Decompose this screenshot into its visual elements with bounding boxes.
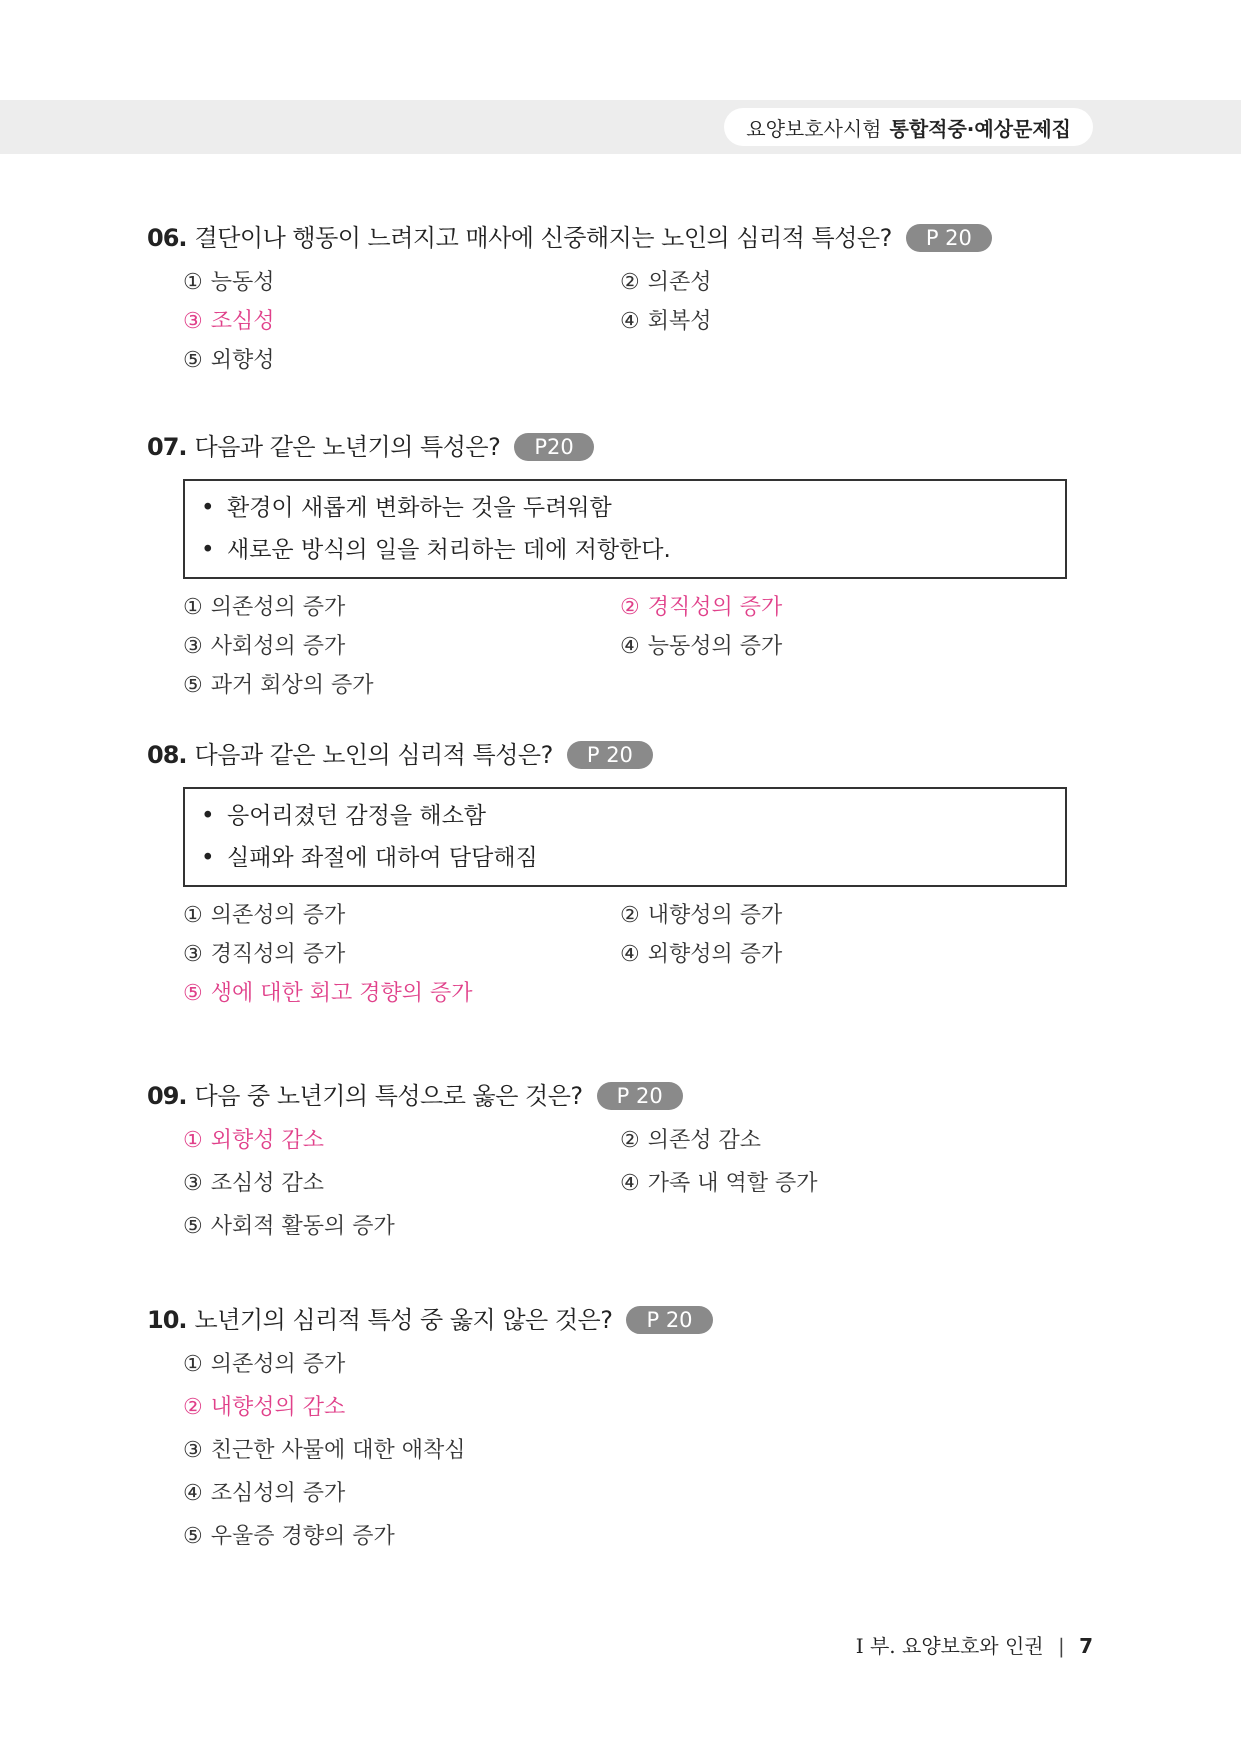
question-number: 06. (147, 224, 187, 252)
book-title-bold: 통합적중·예상문제집 (889, 116, 1071, 141)
question-number: 07. (147, 433, 187, 461)
option-1[interactable]: ① 외향성 감소 (183, 1128, 324, 1153)
question-title (147, 1080, 1107, 1112)
option-1[interactable]: ① 의존성의 증가 (183, 1352, 346, 1377)
option-1[interactable]: ① 능동성 (183, 270, 275, 295)
option-4[interactable]: ④ 능동성의 증가 (620, 634, 783, 659)
page-footer (856, 1630, 1093, 1659)
header-band (0, 100, 1241, 154)
section-title: I 부. 요양보호와 인권 (855, 1634, 1044, 1658)
options-list (183, 1350, 1107, 1552)
question-title (147, 222, 1107, 254)
question-text: 다음과 같은 노인의 심리적 특성은? (194, 741, 553, 769)
question-text: 결단이나 행동이 느려지고 매사에 신중해지는 노인의 심리적 특성은? (194, 224, 892, 252)
page-number: 7 (1079, 1634, 1093, 1658)
option-1[interactable]: ① 의존성의 증가 (183, 595, 346, 620)
option-5[interactable]: ⑤ 우울증 경향의 증가 (183, 1524, 395, 1549)
option-2[interactable]: ② 의존성 감소 (620, 1128, 761, 1153)
options-list (183, 268, 1107, 376)
question-number: 10. (147, 1306, 187, 1334)
condition-item: • 실패와 좌절에 대하여 담담해짐 (201, 845, 538, 871)
option-2[interactable]: ② 의존성 (620, 270, 712, 295)
condition-item: • 응어리졌던 감정을 해소함 (201, 803, 487, 829)
option-4[interactable]: ④ 회복성 (620, 309, 712, 334)
question-title (147, 431, 1107, 463)
question-title (147, 1304, 1107, 1336)
options-list (183, 593, 1107, 701)
option-4[interactable]: ④ 가족 내 역할 증가 (620, 1171, 818, 1196)
question-text: 노년기의 심리적 특성 중 옳지 않은 것은? (194, 1306, 613, 1334)
condition-box (183, 787, 1067, 887)
option-5[interactable]: ⑤ 생에 대한 회고 경향의 증가 (183, 981, 473, 1006)
option-3[interactable]: ③ 경직성의 증가 (183, 942, 346, 967)
question-title (147, 739, 1107, 771)
question-10 (147, 1304, 1107, 1552)
page-ref-badge: P 20 (626, 1306, 712, 1334)
option-2[interactable]: ② 내향성의 증가 (620, 903, 783, 928)
book-title-regular: 요양보호사시험 (746, 116, 882, 141)
footer-separator: | (1057, 1634, 1065, 1658)
question-06 (147, 222, 1107, 376)
option-4[interactable]: ④ 조심성의 증가 (183, 1481, 346, 1506)
page-ref-badge: P 20 (567, 741, 653, 769)
option-5[interactable]: ⑤ 외향성 (183, 348, 275, 373)
option-3[interactable]: ③ 친근한 사물에 대한 애착심 (183, 1438, 466, 1463)
question-number: 09. (147, 1082, 187, 1110)
option-5[interactable]: ⑤ 과거 회상의 증가 (183, 673, 374, 698)
option-3[interactable]: ③ 조심성 감소 (183, 1171, 324, 1196)
condition-item: • 환경이 새롭게 변화하는 것을 두려워함 (201, 495, 612, 521)
option-1[interactable]: ① 의존성의 증가 (183, 903, 346, 928)
option-3[interactable]: ③ 사회성의 증가 (183, 634, 346, 659)
question-text: 다음과 같은 노년기의 특성은? (194, 433, 501, 461)
condition-box (183, 479, 1067, 579)
option-4[interactable]: ④ 외향성의 증가 (620, 942, 783, 967)
question-text: 다음 중 노년기의 특성으로 옳은 것은? (194, 1082, 583, 1110)
page-ref-badge: P 20 (906, 224, 992, 252)
question-number: 08. (147, 741, 187, 769)
option-5[interactable]: ⑤ 사회적 활동의 증가 (183, 1214, 395, 1239)
options-list (183, 901, 1107, 1009)
question-07 (147, 431, 1107, 701)
condition-item: • 새로운 방식의 일을 처리하는 데에 저항한다. (201, 537, 671, 563)
option-2[interactable]: ② 경직성의 증가 (620, 595, 783, 620)
option-2[interactable]: ② 내향성의 감소 (183, 1395, 346, 1420)
page-ref-badge: P 20 (597, 1082, 683, 1110)
page-ref-badge: P20 (514, 433, 593, 461)
book-title-pill (724, 108, 1093, 146)
question-09 (147, 1080, 1107, 1242)
option-3[interactable]: ③ 조심성 (183, 309, 275, 334)
options-list (183, 1126, 1107, 1242)
question-08 (147, 739, 1107, 1009)
